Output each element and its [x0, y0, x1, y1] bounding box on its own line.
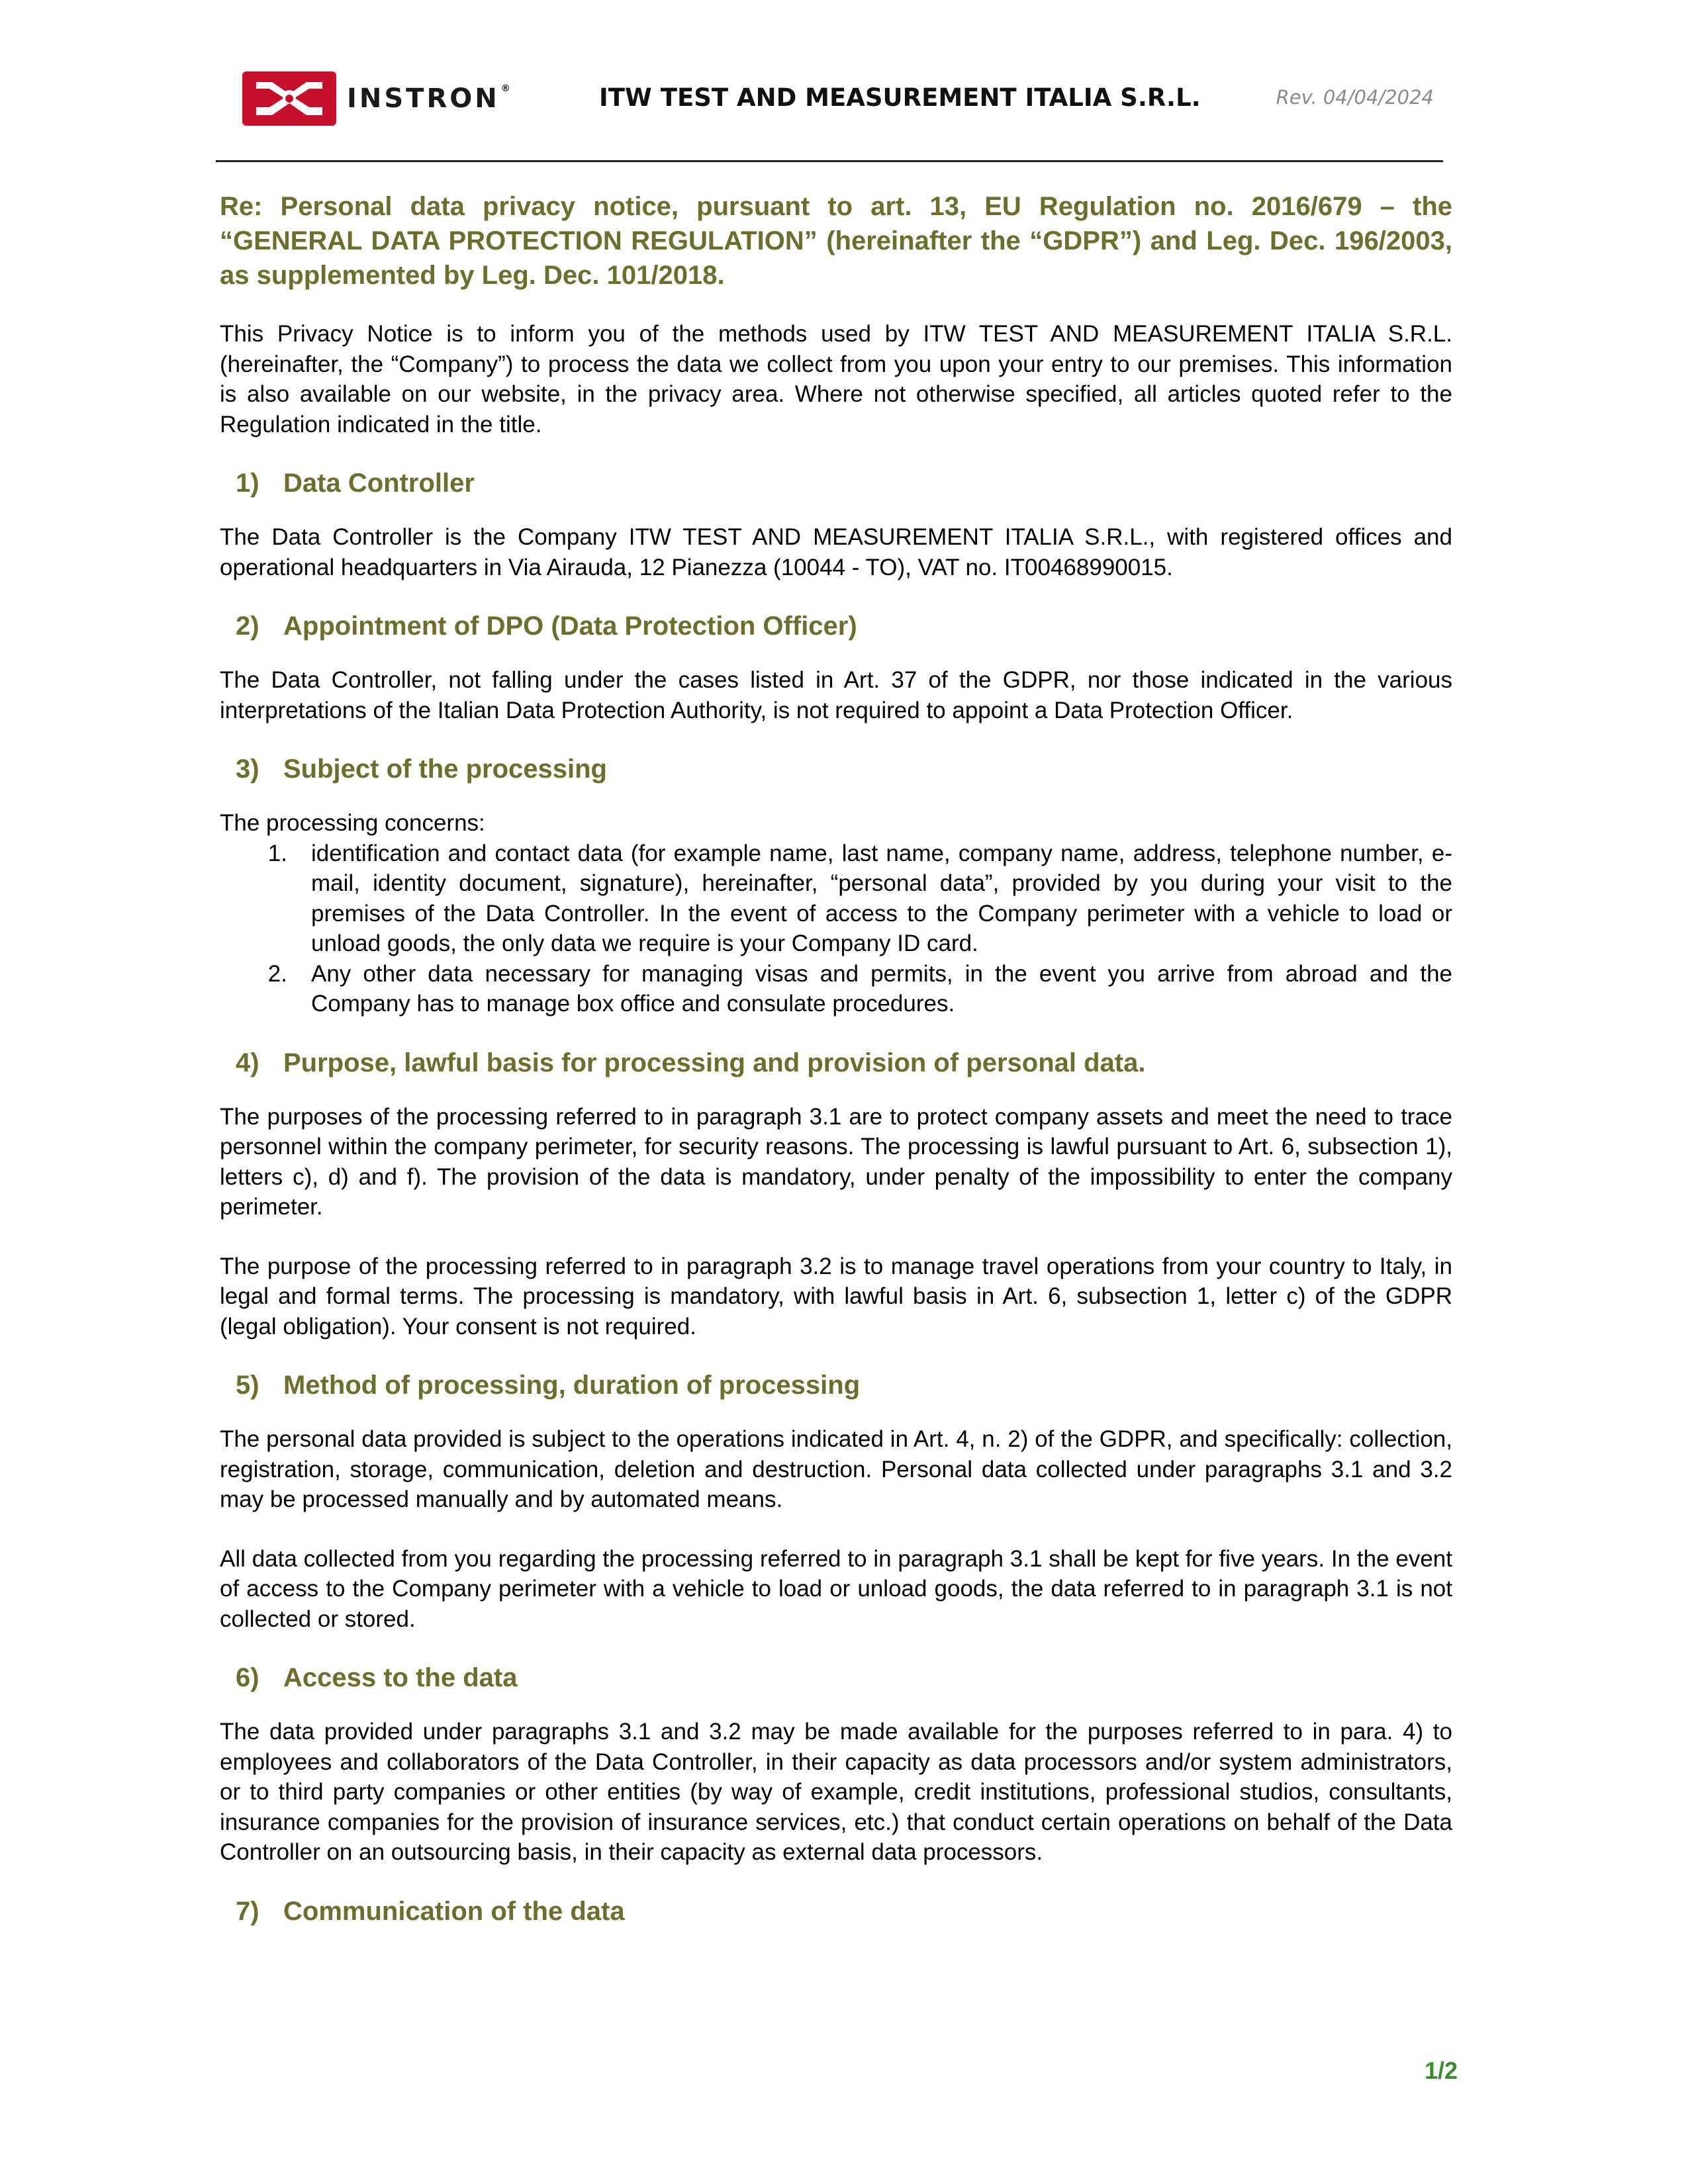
revision-date: Rev. 04/04/2024	[1276, 86, 1434, 109]
section-paragraph: The purpose of the processing referred to in paragraph 3.2 is to manage travel operations from your country to Italy, in legal and formal terms. The processing is mandatory, with lawful basis in Art. 6, subsection 1, letter c) of the GDPR (legal obligation). Your consent is not required.	[220, 1253, 1452, 1340]
intro-paragraph: This Privacy Notice is to inform you of the methods used by ITW TEST AND MEASUREMENT ITALIA S.R.L. (hereinafter, the “Company”) to process the data we collect from you upon your entry to our premises. This information is also available on our website, in the privacy area. Where not otherwise specified, all articles quoted refer to the Regulation indicated in the title.	[220, 321, 1452, 437]
page-header	[242, 69, 1434, 135]
list-item-text: identification and contact data (for example name, last name, company name, address, telephone number, e-mail, identity document, signature), hereinafter, “personal data”, provided by you during your visit to the premises of the Data Controller. In the event of access to the Company perimeter with a vehicle to load or unload goods, the only data we require is your Company ID card.	[311, 840, 1452, 956]
section-heading-method	[220, 1371, 1452, 1400]
list-item	[220, 839, 1452, 959]
list-item-text: Any other data necessary for managing visas and permits, in the event you arrive from abroad and the Company has to manage box office and consulate procedures.	[311, 960, 1452, 1017]
section-title: Subject of the processing	[283, 754, 607, 784]
section-number: 2)	[236, 612, 259, 641]
logo-wordmark	[347, 83, 510, 114]
section-heading-subject	[220, 754, 1452, 784]
instron-logo	[242, 71, 510, 126]
section-title: Communication of the data	[283, 1896, 625, 1926]
section-heading-communication	[220, 1897, 1452, 1927]
page-number: 1/2	[1425, 2057, 1458, 2084]
section-title: Data Controller	[283, 469, 475, 498]
section-number: 5)	[236, 1371, 259, 1400]
section-heading-data-controller	[220, 469, 1452, 498]
section-title: Purpose, lawful basis for processing and provision of personal data.	[283, 1048, 1146, 1077]
section-title: Appointment of DPO (Data Protection Officer)	[283, 612, 857, 641]
list-item-number: 2.	[267, 960, 287, 987]
logo-text: INSTRON	[347, 83, 500, 114]
section-heading-access	[220, 1663, 1452, 1693]
processing-subject-list	[220, 839, 1452, 1019]
document-title: Re: Personal data privacy notice, pursuant to art. 13, EU Regulation no. 2016/679 – the “GENERAL DATA PROTECTION REGULATION” (hereinafter the “GDPR”) and Leg. Dec. 196/2003, as supplemented by Leg. Dec. 101/2018.	[220, 192, 1452, 290]
section-number: 1)	[236, 469, 259, 498]
section-lead: The processing concerns:	[220, 810, 485, 836]
logo-registered-mark: ®	[500, 83, 510, 94]
header-divider	[216, 160, 1443, 162]
section-paragraph: All data collected from you regarding the processing referred to in paragraph 3.1 shall be kept for five years. In the event of access to the Company perimeter with a vehicle to load or unload goods, the data referred to in paragraph 3.1 is not collected or stored.	[220, 1545, 1452, 1632]
section-number: 6)	[236, 1663, 259, 1692]
company-name: ITW TEST AND MEASUREMENT ITALIA S.R.L.	[599, 83, 1201, 112]
section-heading-dpo	[220, 612, 1452, 641]
section-title: Method of processing, duration of processing	[283, 1371, 861, 1400]
document-body	[220, 189, 1452, 1950]
section-paragraph: The personal data provided is subject to the operations indicated in Art. 4, n. 2) of the GDPR, and specifically: collection, registration, storage, communication, deletion and destruction. Personal data collected under paragraphs 3.1 and 3.2 may be processed manually and by automated means.	[220, 1426, 1452, 1512]
section-number: 3)	[236, 754, 259, 784]
section-number: 7)	[236, 1896, 259, 1926]
list-item-number: 1.	[267, 840, 287, 866]
logo-figure-icon	[252, 77, 326, 120]
section-paragraph: The Data Controller is the Company ITW TEST AND MEASUREMENT ITALIA S.R.L., with registered offices and operational headquarters in Via Airauda, 12 Pianezza (10044 - TO), VAT no. IT00468990015.	[220, 524, 1452, 580]
instron-logo-mark-icon	[242, 71, 336, 126]
section-title: Access to the data	[283, 1663, 518, 1692]
section-paragraph: The data provided under paragraphs 3.1 and 3.2 may be made available for the purposes referred to in para. 4) to employees and collaborators of the Data Controller, in their capacity as data processors and/or system administrators, or to third party companies or other entities (by way of example, credit institutions, professional studios, consultants, insurance companies for the provision of insurance services, etc.) that conduct certain operations on behalf of the Data Controller on an outsourcing basis, in their capacity as external data processors.	[220, 1719, 1452, 1865]
section-paragraph: The Data Controller, not falling under the cases listed in Art. 37 of the GDPR, nor those indicated in the various interpretations of the Italian Data Protection Authority, is not required to appoint a Data Protection Officer.	[220, 667, 1452, 723]
section-heading-purpose	[220, 1048, 1452, 1078]
section-paragraph: The purposes of the processing referred to in paragraph 3.1 are to protect company assets and meet the need to trace personnel within the company perimeter, for security reasons. The processing is lawful pursuant to Art. 6, subsection 1), letters c), d) and f). The provision of the data is mandatory, under penalty of the impossibility to enter the company perimeter.	[220, 1103, 1452, 1220]
list-item	[220, 959, 1452, 1019]
section-number: 4)	[236, 1048, 259, 1077]
